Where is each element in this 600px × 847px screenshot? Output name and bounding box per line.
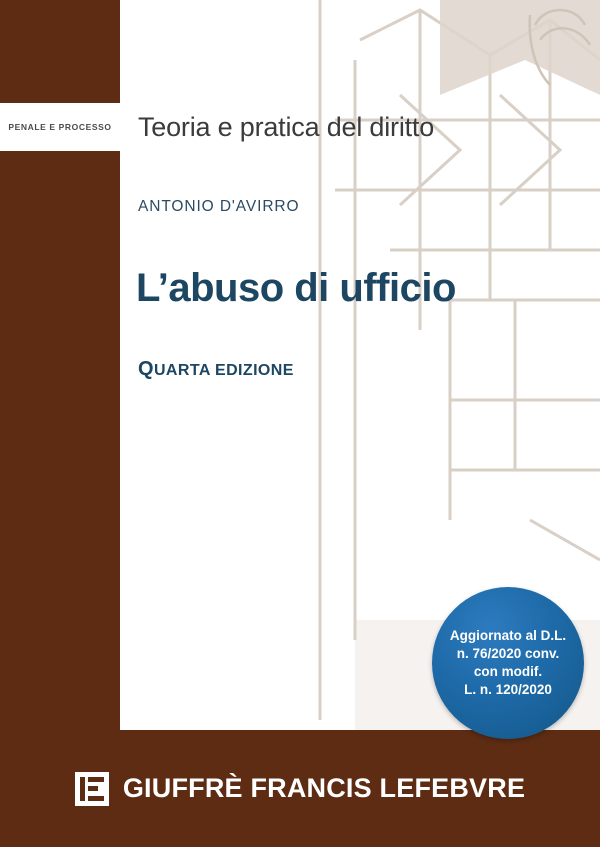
edition-label [138, 358, 294, 381]
series-tag [0, 103, 120, 151]
badge-line-3: con modif. [473, 664, 543, 679]
status-badge [432, 587, 584, 739]
series-strip [0, 103, 600, 151]
series-title-text: Teoria e pratica del diritto [138, 111, 435, 142]
series-tag-label: PENALE E PROCESSO [8, 122, 112, 132]
edition-first-letter: Q [138, 358, 154, 380]
page-title: L’abuso di ufficio [136, 266, 456, 310]
author-name: ANTONIO D'AVIRRO [138, 198, 300, 215]
publisher-name: GIUFFRÈ FRANCIS LEFEBVRE [122, 773, 526, 803]
badge-line-2: n. 76/2020 conv. [456, 645, 560, 661]
series-title [120, 103, 434, 151]
badge-text [440, 627, 576, 700]
badge-line-4: L. n. 120/2020 [464, 682, 552, 698]
giuffre-logo-icon [75, 772, 109, 806]
badge-line-1: Aggiornato al D.L. [449, 627, 567, 643]
edition-rest: UARTA EDIZIONE [153, 362, 294, 379]
publisher-block [0, 730, 600, 847]
